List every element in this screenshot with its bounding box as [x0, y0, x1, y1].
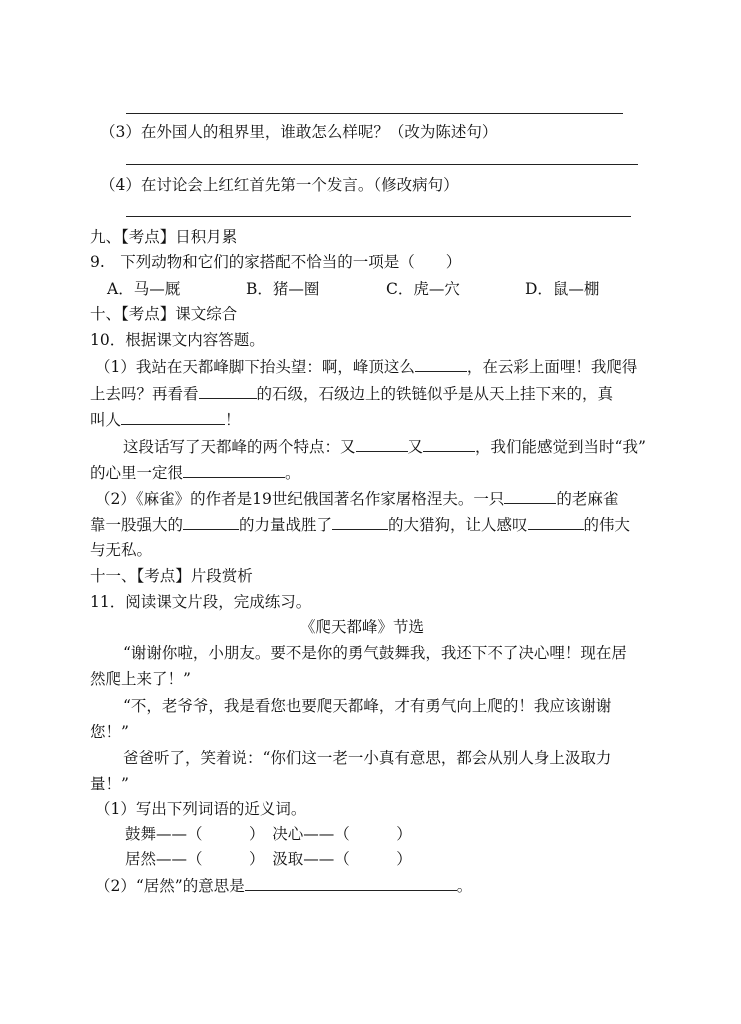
text: 上去吗？再看看: [90, 385, 199, 403]
passage-title: 《爬天都峰》节选: [300, 618, 425, 636]
blank[interactable]: [183, 462, 285, 478]
blank[interactable]: [356, 436, 408, 452]
text: ！: [225, 411, 241, 429]
text: ，在云彩上面哩！我爬得: [466, 358, 638, 376]
option-b[interactable]: B．猪—圈: [246, 280, 320, 298]
text: （2）《麻雀》的作者是19世纪俄国著名作家屠格涅夫。一只: [95, 490, 505, 508]
q11-sub2: [95, 875, 472, 896]
q10-part1-line1: [95, 356, 637, 377]
text: 的心里一定很: [90, 464, 184, 482]
passage-para1-line1: “谢谢你啦，小朋友。要不是你的勇气鼓舞我，我还下不了决心哩！现在居: [123, 644, 627, 662]
blank[interactable]: [415, 356, 467, 372]
option-d[interactable]: D．鼠—棚: [525, 280, 600, 298]
q10-part2-line3: 与无私。: [90, 541, 153, 559]
blank[interactable]: [245, 875, 457, 891]
passage-para2-line2: 您！”: [90, 723, 129, 741]
blank[interactable]: [199, 383, 257, 399]
text: 这段话写了天都峰的两个特点：又: [123, 438, 356, 456]
option-c[interactable]: C．虎—穴: [386, 280, 460, 298]
answer-line-4[interactable]: [126, 216, 631, 217]
section-10-heading: 十、【考点】课文综合: [90, 305, 238, 323]
passage-para3-line1: 爸爸听了，笑着说：“你们这一老一小真有意思，都会从别人身上汲取力: [123, 749, 612, 767]
text: 的伟大: [583, 516, 631, 534]
q10-part2-line1: [95, 488, 618, 509]
q8-item-4: （4）在讨论会上红红首先第一个发言。（修改病句）: [100, 176, 459, 194]
text: 的老麻雀: [556, 490, 619, 508]
q10-summary-line1: [123, 436, 646, 457]
blank[interactable]: [504, 488, 556, 504]
text: 靠一股强大的: [90, 516, 184, 534]
section-11-heading: 十一、【考点】片段赏析: [90, 567, 253, 585]
text: （1）我站在天都峰脚下抬头望：啊，峰顶这么: [95, 358, 415, 376]
text: 的力量战胜了: [239, 516, 333, 534]
synonym-row-1[interactable]: 鼓舞——（ ） 决心——（ ）: [125, 825, 412, 843]
blank[interactable]: [183, 514, 239, 530]
q10-part2-line2: [90, 514, 630, 535]
text: 的石级，石级边上的铁链似乎是从天上挂下来的，真: [256, 385, 614, 403]
blank[interactable]: [528, 514, 584, 530]
text: ，我们能感觉到当时“我”: [475, 438, 646, 456]
blank[interactable]: [332, 514, 388, 530]
passage-para2-line1: “不，老爷爷，我是看您也要爬天都峰，才有勇气向上爬的！我应该谢谢: [123, 697, 612, 715]
q10-summary-line2: [90, 462, 301, 483]
blank[interactable]: [423, 436, 475, 452]
answer-line-2[interactable]: [126, 113, 623, 114]
section-9-heading: 九、【考点】日积月累: [90, 228, 238, 246]
text: 。: [456, 877, 473, 895]
q11-sub1: （1）写出下列词语的近义词。: [95, 800, 307, 818]
passage-para1-line2: 然爬上来了！”: [90, 670, 191, 688]
option-a[interactable]: A．马—厩: [107, 280, 181, 298]
blank[interactable]: [121, 409, 225, 425]
q8-item-3: （3）在外国人的租界里，谁敢怎么样呢？（改为陈述句）: [100, 123, 498, 141]
text: 叫人: [90, 411, 122, 429]
question-9: 9. 下列动物和它们的家搭配不恰当的一项是（ ）: [90, 253, 462, 271]
passage-para3-line2: 量！”: [90, 775, 129, 793]
text: 又: [407, 438, 424, 456]
question-11: 11．阅读课文片段，完成练习。: [90, 593, 312, 611]
text: （2）“居然”的意思是: [95, 877, 245, 895]
text: 的大猎狗，让人感叹: [388, 516, 528, 534]
text: 。: [285, 464, 301, 482]
synonym-row-2[interactable]: 居然——（ ） 汲取——（ ）: [125, 850, 412, 868]
question-10: 10．根据课文内容答题。: [90, 331, 265, 349]
answer-line-3[interactable]: [126, 164, 638, 165]
q10-part1-line2: [90, 383, 613, 404]
q10-part1-line3: [90, 409, 241, 430]
